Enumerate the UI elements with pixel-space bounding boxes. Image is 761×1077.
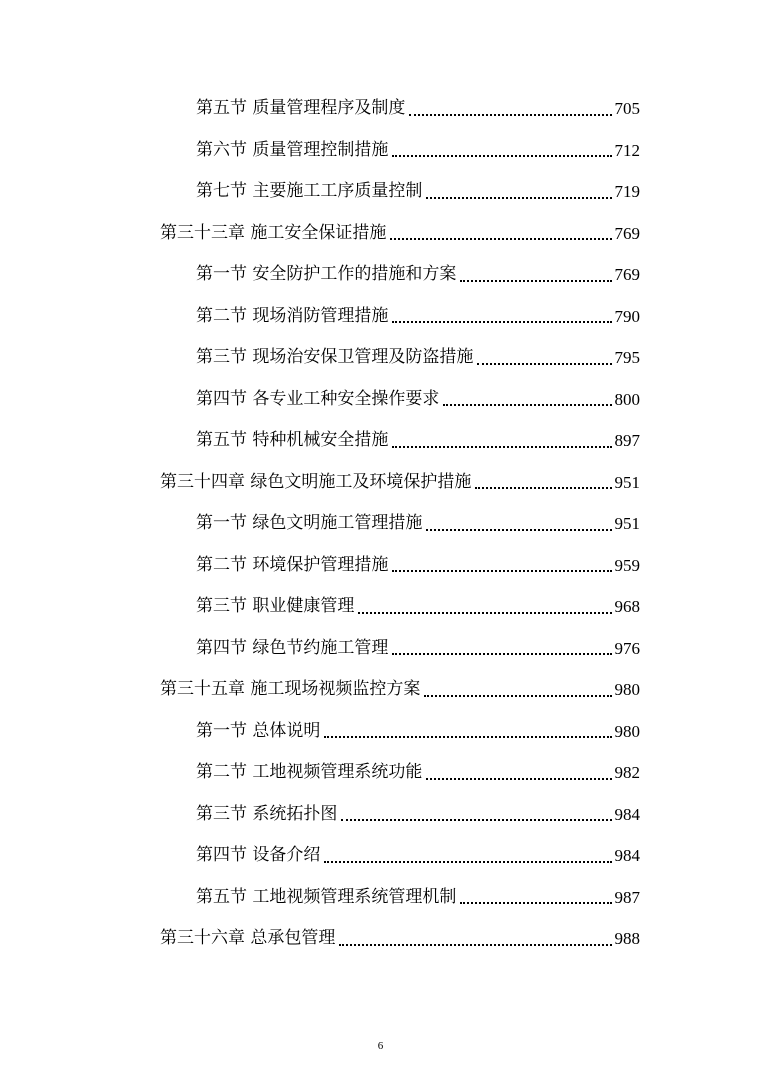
toc-dot-leader xyxy=(392,321,611,323)
toc-entry-title: 第四节 设备介绍 xyxy=(196,845,321,866)
toc-entry-title: 第七节 主要施工工序质量控制 xyxy=(196,181,423,202)
toc-entry-page: 988 xyxy=(614,929,640,949)
toc-entry-page: 984 xyxy=(614,846,640,866)
toc-dot-leader xyxy=(341,819,611,821)
toc-section-entry[interactable] xyxy=(0,130,761,172)
toc-dot-leader xyxy=(390,238,611,240)
toc-entry-page: 959 xyxy=(614,555,640,575)
toc-entry-page: 987 xyxy=(614,887,640,907)
toc-dot-leader xyxy=(426,197,611,199)
toc-section-entry[interactable] xyxy=(0,379,761,421)
toc-dot-leader xyxy=(409,114,611,116)
toc-entry-page: 769 xyxy=(614,265,640,285)
toc-entry-title: 第六节 质量管理控制措施 xyxy=(196,139,389,160)
toc-dot-leader xyxy=(475,487,611,489)
toc-entry-title: 第一节 总体说明 xyxy=(196,720,321,741)
toc-entry-title: 第三节 系统拓扑图 xyxy=(196,803,338,824)
toc-entry-title: 第一节 安全防护工作的措施和方案 xyxy=(196,264,457,285)
toc-section-entry[interactable] xyxy=(0,628,761,670)
toc-chapter-entry[interactable] xyxy=(0,213,761,255)
toc-entry-title: 第四节 各专业工种安全操作要求 xyxy=(196,388,440,409)
toc-entry-page: 790 xyxy=(614,306,640,326)
toc-chapter-entry[interactable] xyxy=(0,669,761,711)
toc-section-entry[interactable] xyxy=(0,420,761,462)
toc-entry-title: 第五节 工地视频管理系统管理机制 xyxy=(196,886,457,907)
toc-dot-leader xyxy=(443,404,611,406)
toc-dot-leader xyxy=(324,861,611,863)
toc-section-entry[interactable] xyxy=(0,711,761,753)
toc-section-entry[interactable] xyxy=(0,337,761,379)
toc-entry-page: 712 xyxy=(614,140,640,160)
toc-entry-title: 第三十四章 绿色文明施工及环境保护措施 xyxy=(160,471,472,492)
toc-dot-leader xyxy=(324,736,611,738)
toc-section-entry[interactable] xyxy=(0,171,761,213)
toc-entry-title: 第三十三章 施工安全保证措施 xyxy=(160,222,387,243)
toc-dot-leader xyxy=(392,155,611,157)
toc-entry-title: 第三节 现场治安保卫管理及防盗措施 xyxy=(196,347,474,368)
toc-section-entry[interactable] xyxy=(0,545,761,587)
toc-dot-leader xyxy=(460,902,611,904)
toc-section-entry[interactable] xyxy=(0,752,761,794)
toc-chapter-entry[interactable] xyxy=(0,918,761,960)
toc-entry-page: 795 xyxy=(614,348,640,368)
toc-dot-leader xyxy=(392,570,611,572)
toc-entry-title: 第二节 工地视频管理系统功能 xyxy=(196,762,423,783)
toc-entry-title: 第三十六章 总承包管理 xyxy=(160,928,336,949)
toc-entry-page: 769 xyxy=(614,223,640,243)
toc-entry-page: 705 xyxy=(614,99,640,119)
toc-dot-leader xyxy=(392,653,611,655)
page-number: 6 xyxy=(377,1040,384,1052)
toc-entry-page: 968 xyxy=(614,597,640,617)
toc-dot-leader xyxy=(424,695,611,697)
toc-section-entry[interactable] xyxy=(0,835,761,877)
toc-section-entry[interactable] xyxy=(0,296,761,338)
toc-entry-page: 980 xyxy=(614,680,640,700)
toc-entry-title: 第五节 质量管理程序及制度 xyxy=(196,98,406,119)
toc-dot-leader xyxy=(426,778,611,780)
toc-section-entry[interactable] xyxy=(0,586,761,628)
toc-chapter-entry[interactable] xyxy=(0,462,761,504)
toc-dot-leader xyxy=(358,612,611,614)
toc-entry-title: 第二节 现场消防管理措施 xyxy=(196,305,389,326)
table-of-contents xyxy=(0,88,761,960)
toc-dot-leader xyxy=(426,529,611,531)
toc-entry-page: 984 xyxy=(614,804,640,824)
toc-entry-title: 第二节 环境保护管理措施 xyxy=(196,554,389,575)
toc-entry-page: 719 xyxy=(614,182,640,202)
toc-section-entry[interactable] xyxy=(0,877,761,919)
toc-section-entry[interactable] xyxy=(0,88,761,130)
toc-entry-page: 982 xyxy=(614,763,640,783)
toc-entry-title: 第五节 特种机械安全措施 xyxy=(196,430,389,451)
toc-section-entry[interactable] xyxy=(0,794,761,836)
toc-entry-title: 第三节 职业健康管理 xyxy=(196,596,355,617)
toc-entry-page: 976 xyxy=(614,638,640,658)
toc-dot-leader xyxy=(460,280,611,282)
toc-section-entry[interactable] xyxy=(0,503,761,545)
toc-section-entry[interactable] xyxy=(0,254,761,296)
toc-entry-page: 951 xyxy=(614,472,640,492)
toc-dot-leader xyxy=(477,363,611,365)
toc-entry-title: 第四节 绿色节约施工管理 xyxy=(196,637,389,658)
toc-entry-title: 第一节 绿色文明施工管理措施 xyxy=(196,513,423,534)
toc-dot-leader xyxy=(392,446,611,448)
toc-entry-page: 800 xyxy=(614,389,640,409)
toc-entry-page: 951 xyxy=(614,514,640,534)
toc-entry-page: 897 xyxy=(614,431,640,451)
toc-entry-title: 第三十五章 施工现场视频监控方案 xyxy=(160,679,421,700)
toc-dot-leader xyxy=(339,944,611,946)
toc-entry-page: 980 xyxy=(614,721,640,741)
